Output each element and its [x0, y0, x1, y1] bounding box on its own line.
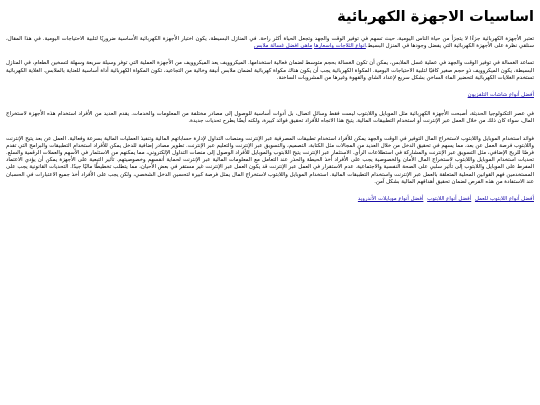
tv-link-line [6, 92, 534, 99]
page-title: اساسيات الاجهزة الكهربائية [337, 9, 534, 25]
link-tv-screens[interactable]: أفضل أنواع شاشات التلفزيون [467, 92, 534, 99]
earnings-paragraph: فوائد استخدام الموبايل واللابتوب لاستخراج المال التوفير في الوقت والجهد يمكن للأفراد استخدام تطبيقات المصرفية عبر الإنترنت ومنصات التداول لإدارة حساباتهم المالية وتنفيذ العمليات المالية بسرعة وفعالية. العمل عن بعد يتيح الإنترنت واللابتوب فرصة العمل عن بعد، مما يسهم في تحقيق الدخل من خلال العديد من المجالات مثل الكتابة، التصميم، والتسويق عبر الإنترنت والتعليم عبر الإنترنت. تطوير مصادر إضافية للدخل يمكن للأفراد استخدام التطبيقات والبرامج التي تقدم فرصًا للربح الإضافي، مثل التسويق عبر الإنترنت والمشاركة في استطلاعات الرأي. الاستثمار عبر الإنترنت يتيح اللابتوب والموبايل للأفراد الوصول إلى منصات التداول الإلكتروني، مما يمكنهم من الاستثمار في الأسهم والعملات الرقمية والسلع. تحديات استخدام الموبايل واللابتوب لاستخراج المال الأمان والخصوصية يجب على الأفراد أخذ الحيطة والحذر عند التعامل مع المعلومات المالية عبر الإنترنت لحماية أنفسهم وخصوصيتهم. تأثير التبعية على الأجهزة يمكن أن يؤدي الاعتماد المفرط على الموبايل واللابتوب إلى تأثير سلبي على الصحة النفسية والاجتماعية. عدم الاستقرار في العمل عبر الإنترنت قد يكون العمل عبر الإنترنت غير مستقر في بعض الأحيان، مما يتطلب تخطيطًا ماليًا جيدًا. التحديات القانونية يجب على المستخدمين فهم القوانين المحلية المتعلقة بالعمل عبر الإنترنت واستخدام التطبيقات المالية. استخدام الموبايل واللابتوب لاستخراج المال يمثل فرصة كبيرة لتحسين الدخل الشخصي، ولكن يجب على الأفراد أخذ جميع الاعتبارات في الحسبان عند الاستفادة من هذه الفرص لضمان تحقيق أهدافهم المالية بشكل آمن. [6, 135, 534, 185]
link-laptops-for-work[interactable]: أفضل أنواع اللابتوب للعمل [474, 196, 534, 203]
appliances-paragraph: تساعد الغسالة في توفير الوقت والجهد في عملية غسل الملابس، يمكن أن تكون الغسالة بحجم متوسط لضمان فعالية استخدامها. الميكروويف يعد الميكروويف من الأجهزة العملية التي توفر وسيلة سريعة وسهلة لتسخين الطعام، في المنازل البسيطة، يكون الميكروويف ذو حجم صغير كافيًا لتلبية الاحتياجات اليومية. المكواة الكهربائية يجب أن يكون هناك مكواة كهربائية لضمان ملابس أنيقة وخالية من التجاعيد، تكون المكواة الكهربائية أداة أساسية للعناية بالملابس. الغلاية الكهربائية تستخدم الغلايات الكهربائية لتحضير الماء الساخن بشكل سريع لإعداد الشاي والقهوة وغيرها من المشروبات الساخنة. [6, 60, 534, 81]
bottom-links [6, 196, 534, 203]
intro-text: تعتبر الأجهزة الكهربائية جزءًا لا يتجزأ من حياة الناس اليومية، حيث تسهم في توفير الوقت والجهد وتجعل الحياة أكثر راحة. في المنازل البسيطة، يكون اختيار الأجهزة الكهربائية الأساسية ضروريًا لتلبية الاحتياجات اليومية. في هذا المقال، سنلقي نظرة على الأجهزة الكهربائية التي يفضل وجودها في المنزل البسيط. [6, 36, 534, 50]
link-android-phones[interactable]: أفضل أنواع موبايلات الأندرويد [357, 196, 424, 203]
intro-paragraph [6, 36, 534, 50]
link-washing-machine[interactable]: ماهي افضل غسالة ملابس [254, 43, 313, 50]
technology-paragraph: في عصر التكنولوجيا الحديثة، أصبحت الأجهزة الكهربائية مثل الموبايل واللابتوب ليست فقط وسائل اتصال، بل أدوات أساسية للوصول إلى مصادر مختلفة من المعلومات والخدمات. يقدم العديد من الأفراد استخدام هذه الأجهزة لاستخراج المال، سواء كان ذلك من خلال العمل عبر الإنترنت أو استخدام التطبيقات المالية. يتيح هذا الاتجاه للأفراد تحقيق فوائد كبيرة، ولكنه أيضًا يطرح تحديات جديدة. [6, 111, 534, 125]
link-best-laptops[interactable]: أفضل أنواع اللابتوب [427, 196, 472, 203]
link-fridges[interactable]: انواع الثلاجات واسعارها [313, 43, 366, 50]
